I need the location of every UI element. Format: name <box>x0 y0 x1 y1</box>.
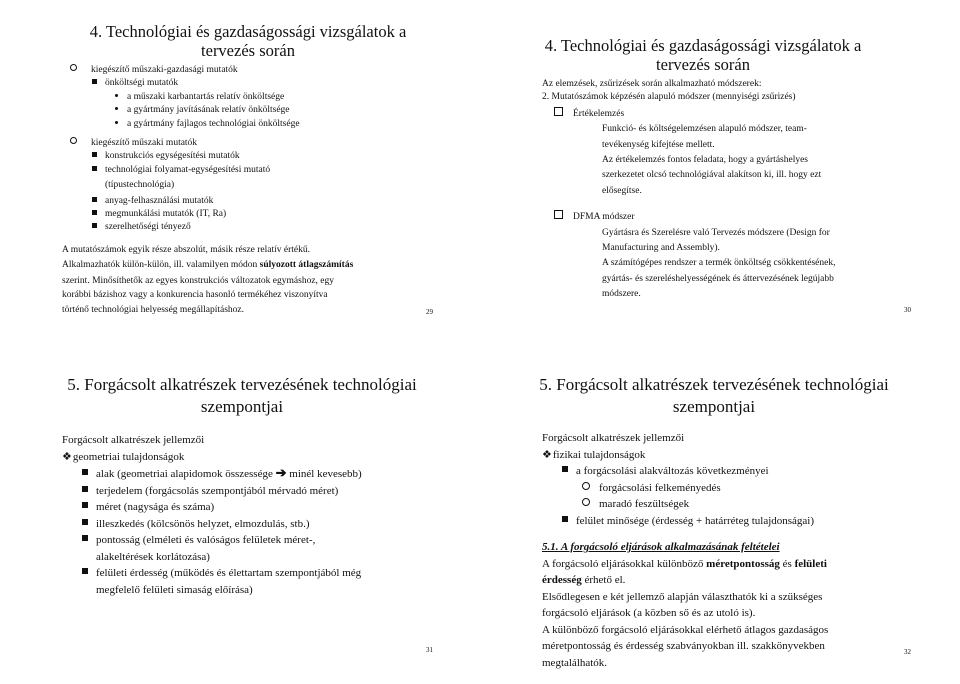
list-item: ❖fizikai tulajdonságok <box>532 447 932 464</box>
square-bullet-icon <box>92 166 97 171</box>
paragraph-line: Gyártásra és Szerelésre való Tervezés módszere (Design for <box>602 227 830 238</box>
list-item: kiegészítő műszaki mutatók <box>62 137 434 150</box>
circle-bullet-icon <box>70 137 77 144</box>
list-item: maradó feszültségek <box>532 496 932 513</box>
list-item: ❖geometriai tulajdonságok <box>62 449 434 466</box>
paragraph-line: méretpontosság és érdesség szabványokban ill. szakkönyvekben <box>542 640 825 652</box>
square-bullet-icon <box>562 466 568 472</box>
square-bullet-icon <box>82 568 88 574</box>
paragraph-line: szerint. Minősíthetők az egyes konstrukciós változatok egymáshoz, egy <box>62 275 335 286</box>
list-item: a gyártmány fajlagos technológiai önköltsége <box>62 118 434 131</box>
paragraph-line: Elsődlegesen e két jellemző alapján választhatók ki a szükséges <box>542 590 823 603</box>
paragraph-line: módszere. <box>602 289 641 300</box>
list-item-continuation: megfelelő felületi simaság előírása) <box>96 583 253 596</box>
list-item: a gyártmány javításának relatív önköltsége <box>62 104 434 117</box>
paragraph-line: elősegítse. <box>602 185 642 196</box>
paragraph-line: Alkalmazhatók külön-külön, ill. valamilyen módon súlyozott átlagszámítás <box>62 260 354 271</box>
list-item: felület minősége (érdesség + határréteg tulajdonságai) <box>532 513 932 530</box>
paragraph-line: Manufacturing and Assembly). <box>602 243 720 254</box>
square-bullet-icon <box>92 223 97 228</box>
list-item: felületi érdesség (működés és élettartam szempontjából még <box>62 565 434 582</box>
dot-bullet-icon <box>115 94 118 97</box>
list-item: forgácsolási felkeményedés <box>532 480 932 497</box>
section-heading: 5.1. A forgácsoló eljárások alkalmazásának feltételei <box>542 541 780 553</box>
slide-29 <box>62 22 434 322</box>
slide-title: 4. Technológiai és gazdaságossági vizsgálatok a tervezés során <box>89 22 407 60</box>
paragraph-line: forgácsoló eljárások (a közben ső és az utoló is). <box>542 607 756 619</box>
list-item: illeszkedés (kölcsönös helyzet, elmozdulás, stb.) <box>62 516 434 533</box>
list-item: technológiai folyamat-egységesítési mutató <box>62 164 434 177</box>
square-bullet-icon <box>82 535 88 541</box>
list-item: kiegészítő műszaki-gazdasági mutatók <box>62 64 434 77</box>
list-item: (típustechnológia) <box>105 180 175 191</box>
slide-30 <box>532 22 932 322</box>
square-bullet-icon <box>92 79 97 84</box>
square-bullet-icon <box>82 486 88 492</box>
slide-title: 4. Technológiai és gazdaságossági vizsgálatok a tervezés során <box>544 36 862 74</box>
subtitle: Forgácsolt alkatrészek jellemzői <box>542 432 685 444</box>
square-bullet-icon <box>92 210 97 215</box>
square-bullet-icon <box>92 152 97 157</box>
slide-title: 5. Forgácsolt alkatrészek tervezésének technológiai szempontjai <box>67 375 417 416</box>
square-bullet-icon <box>82 469 88 475</box>
diamond-bullet-icon: ❖ <box>542 448 552 461</box>
list-item: anyag-felhasználási mutatók <box>62 195 434 208</box>
square-bullet-icon <box>92 197 97 202</box>
square-bullet-icon <box>562 516 568 522</box>
checkbox-bullet-icon <box>554 210 563 219</box>
list-item: DFMA módszer <box>532 210 932 224</box>
paragraph-line: A forgácsoló eljárásokkal különböző méretpontosság és felületi <box>542 557 827 570</box>
page-number: 31 <box>426 646 433 654</box>
checkbox-bullet-icon <box>554 107 563 116</box>
list-item: a műszaki karbantartás relatív önköltsége <box>62 91 434 104</box>
paragraph-line: megtalálhatók. <box>542 656 608 669</box>
paragraph-line: A különböző forgácsoló eljárásokkal elérhető átlagos gazdaságos <box>542 623 829 636</box>
paragraph-line: Funkció- és költségelemzésen alapuló módszer, team- <box>602 124 807 135</box>
list-item: pontosság (elméleti és valóságos felületek méret-, <box>62 532 434 549</box>
dot-bullet-icon <box>115 107 118 110</box>
slide-31 <box>62 352 434 662</box>
page-number: 30 <box>904 306 911 314</box>
list-item: konstrukciós egységesítési mutatók <box>62 150 434 163</box>
paragraph-line: A számítógépes rendszer a termék önköltség csökkentésének, <box>602 258 836 269</box>
list-item: méret (nagysága és száma) <box>62 499 434 516</box>
subtitle: Forgácsolt alkatrészek jellemzői <box>62 434 205 446</box>
list-item: 2. Mutatószámok képzésén alapuló módszer (mennyiségi zsűrizés) <box>542 92 796 103</box>
slide-title: 5. Forgácsolt alkatrészek tervezésének technológiai szempontjai <box>539 375 889 416</box>
paragraph-line: A mutatószámok egyik része abszolút, másik része relatív értékű. <box>62 244 310 255</box>
circle-bullet-icon <box>582 498 590 506</box>
list-item: Értékelemzés <box>532 107 932 121</box>
circle-bullet-icon <box>70 64 77 71</box>
paragraph-line: korábbi bázishoz vagy a konkurencia hasonló termékéhez viszonyítva <box>62 290 328 301</box>
list-item: szerelhetőségi tényező <box>62 221 434 234</box>
paragraph-line: tevékenység kifejtése mellett. <box>602 139 715 150</box>
paragraph-line: érdesség érhető el. <box>542 574 626 586</box>
circle-bullet-icon <box>582 482 590 490</box>
slide-32 <box>532 352 932 669</box>
list-item: alak (geometriai alapidomok összessége ➔ minél kevesebb) <box>62 465 434 483</box>
page-number: 29 <box>426 308 433 316</box>
list-item: a forgácsolási alakváltozás következményei <box>532 463 932 480</box>
arrow-right-icon: ➔ <box>275 465 287 480</box>
list-item: terjedelem (forgácsolás szempontjából mérvadó méret) <box>62 483 434 500</box>
paragraph-line: gyártás- és szereléshelyességének és áttervezésének legújabb <box>602 273 834 284</box>
list-item-continuation: alakeltérések korlátozása) <box>96 550 210 563</box>
square-bullet-icon <box>82 502 88 508</box>
dot-bullet-icon <box>115 121 118 124</box>
page-number: 32 <box>904 648 911 656</box>
paragraph-line: Az elemzések, zsűrizések során alkalmazható módszerek: <box>542 79 762 89</box>
paragraph-line: történő technológiai helyesség megállapításhoz. <box>62 304 245 315</box>
square-bullet-icon <box>82 519 88 525</box>
diamond-bullet-icon: ❖ <box>62 450 72 463</box>
list-item: megmunkálási mutatók (IT, Ra) <box>62 208 434 221</box>
paragraph-line: Az értékelemzés fontos feladata, hogy a gyártáshelyes <box>602 155 809 166</box>
paragraph-line: szerkezetet olcsó technológiával alakítson ki, ill. hogy ezt <box>602 170 822 181</box>
list-item: önköltségi mutatók <box>62 77 434 90</box>
